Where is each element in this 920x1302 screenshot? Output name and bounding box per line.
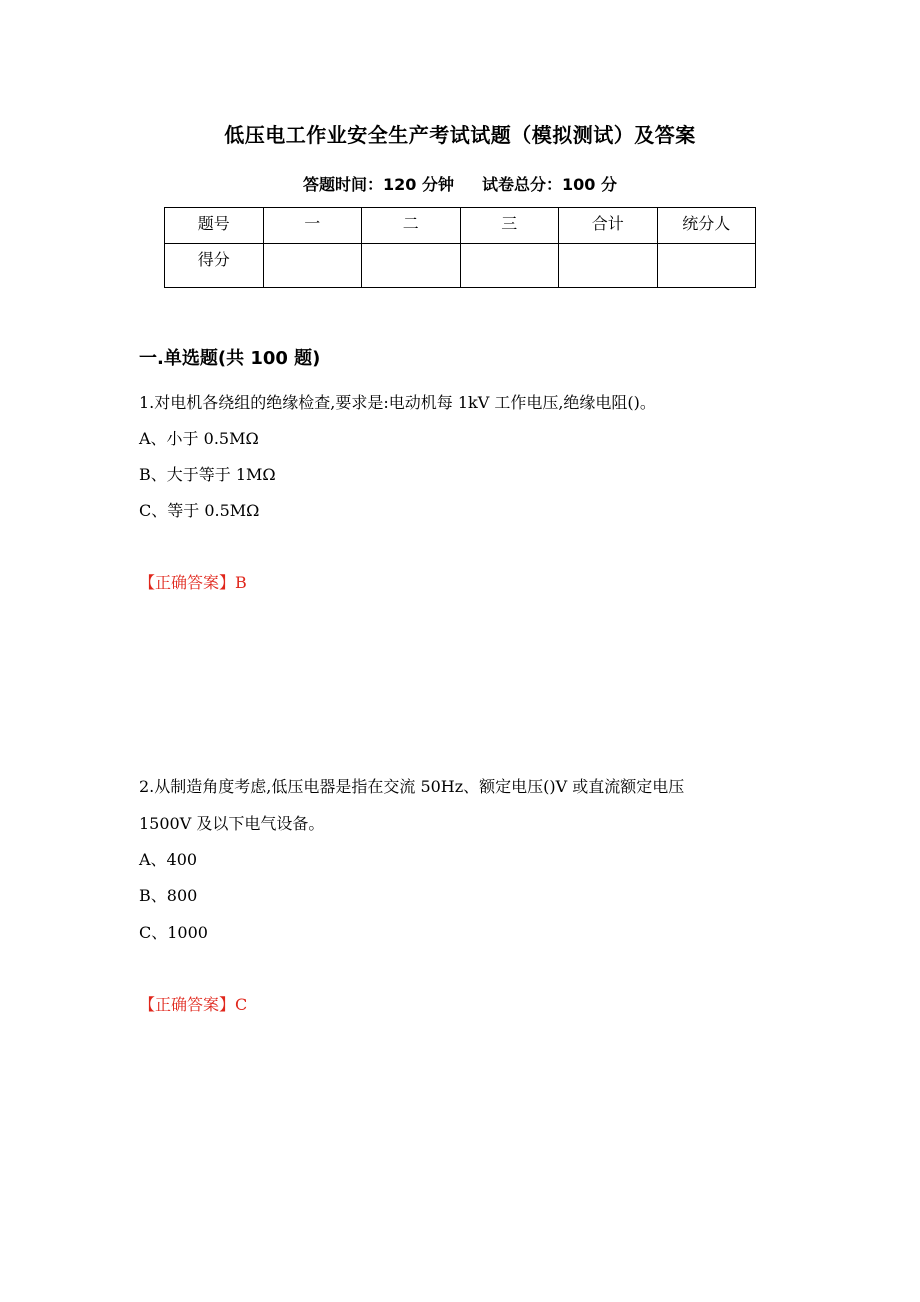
question-2-option-b: B、800 bbox=[139, 886, 198, 905]
score-cell[interactable] bbox=[657, 244, 756, 288]
score-row-label: 得分 bbox=[165, 244, 264, 288]
answer-label: 【正确答案】 bbox=[139, 995, 236, 1014]
question-1-answer bbox=[139, 572, 247, 594]
question-1-option-a: A、小于 0.5MΩ bbox=[139, 429, 259, 448]
score-table-header-row bbox=[165, 208, 756, 244]
answer-label: 【正确答案】 bbox=[139, 573, 236, 592]
score-table-score-row bbox=[165, 244, 756, 288]
score-cell[interactable] bbox=[362, 244, 461, 288]
answer-letter: C bbox=[235, 995, 248, 1014]
question-2-option-a: A、400 bbox=[139, 850, 198, 869]
score-table-header-cell: 合计 bbox=[559, 208, 658, 244]
exam-info bbox=[0, 174, 920, 196]
score-cell[interactable] bbox=[559, 244, 658, 288]
score-table-header-cell: 一 bbox=[263, 208, 362, 244]
score-table-header-cell: 三 bbox=[460, 208, 559, 244]
question-2-stem-line-2: 1500V 及以下电气设备。 bbox=[139, 814, 325, 833]
question-2-answer bbox=[139, 994, 247, 1016]
question-1-option-b: B、大于等于 1MΩ bbox=[139, 465, 276, 484]
score-table bbox=[164, 207, 756, 288]
score-cell[interactable] bbox=[263, 244, 362, 288]
score-table-header-cell: 统分人 bbox=[657, 208, 756, 244]
score-cell[interactable] bbox=[460, 244, 559, 288]
score-table-header-cell: 二 bbox=[362, 208, 461, 244]
exam-total-score: 试卷总分：100 分 bbox=[482, 175, 617, 194]
question-2-option-c: C、1000 bbox=[139, 923, 208, 942]
exam-time: 答题时间：120 分钟 bbox=[303, 175, 454, 194]
question-1-stem: 1.对电机各绕组的绝缘检查,要求是:电动机每 1kV 工作电压,绝缘电阻()。 bbox=[139, 393, 656, 412]
document-title: 低压电工作业安全生产考试试题（模拟测试）及答案 bbox=[224, 123, 696, 147]
question-1-option-c: C、等于 0.5MΩ bbox=[139, 501, 260, 520]
answer-letter: B bbox=[235, 573, 247, 592]
question-2-stem-line-1: 2.从制造角度考虑,低压电器是指在交流 50Hz、额定电压()V 或直流额定电压 bbox=[139, 777, 685, 796]
section-title: 一.单选题(共 100 题) bbox=[139, 348, 321, 369]
score-table-header-cell: 题号 bbox=[165, 208, 264, 244]
